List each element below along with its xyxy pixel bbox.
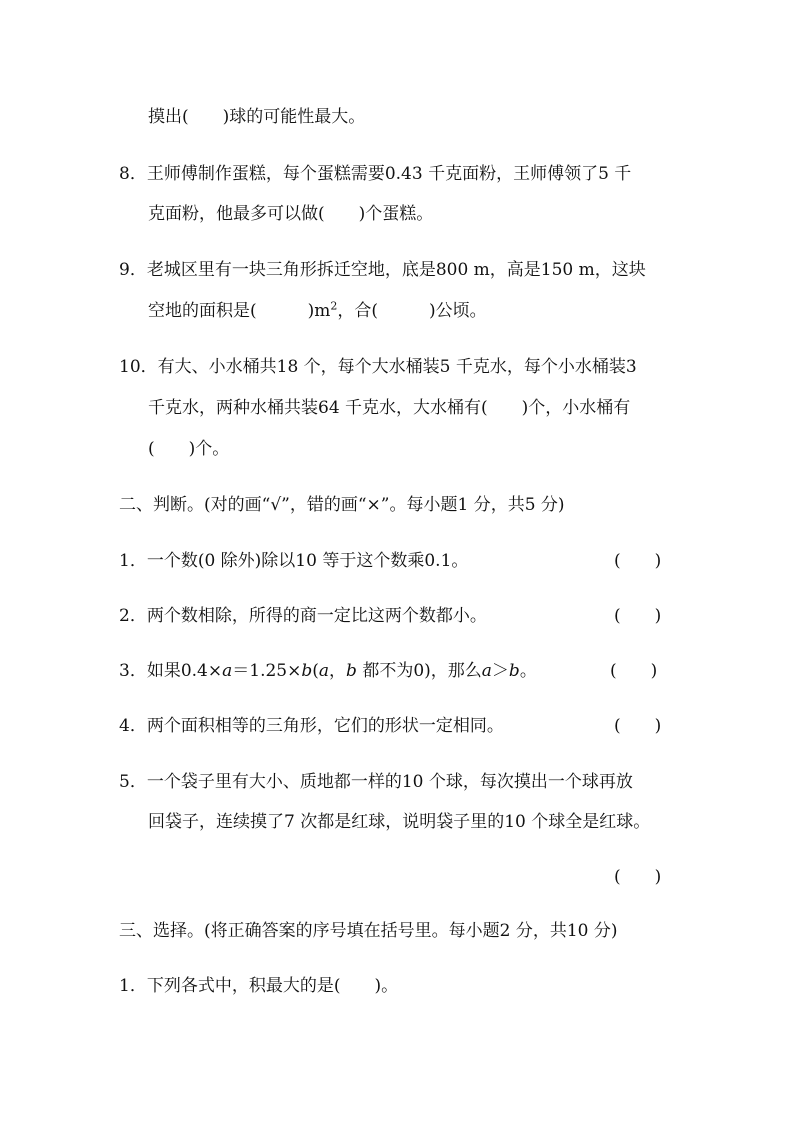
q8-number: 8．: [119, 164, 147, 184]
judge-q1-text: 一个数(0 除外)除以10 等于这个数乘0.1。: [146, 551, 469, 571]
choice-q1-number: 1．: [119, 976, 147, 996]
judge-q3-var-a: a: [222, 661, 233, 681]
judge-q5-text-line1: 一个袋子里有大小、质地都一样的10 个球，每次摸出一个球再放: [146, 772, 633, 792]
judge-q3-part1: 如果0.4×: [146, 661, 223, 681]
judge-q2: [119, 605, 487, 627]
judge-q3-var-a2: a: [318, 661, 330, 681]
judge-q3: [119, 660, 537, 682]
q9-text-line2-before: 空地的面积是( )m: [148, 301, 331, 321]
judge-q3-part2: ＝1.25×: [232, 661, 302, 681]
judge-q3-part7: 。: [519, 661, 537, 681]
q10-text-line1: 有大、小水桶共18 个，每个大水桶装5 千克水，每个小水桶装3: [157, 357, 637, 377]
judge-q2-number: 2．: [119, 606, 147, 626]
q8-text-line1: 王师傅制作蛋糕，每个蛋糕需要0.43 千克面粉，王师傅领了5 千: [146, 164, 632, 184]
judge-q3-part5: 都不为0)，那么: [356, 661, 482, 681]
judge-q4-number: 4．: [119, 716, 147, 736]
q8-line1: [119, 163, 631, 185]
q9-text-line2-after: ，合( )公顷。: [337, 301, 487, 321]
judge-q3-part3: (: [312, 661, 319, 681]
judge-q1-answer-bracket[interactable]: ( ): [614, 551, 662, 571]
choice-section-heading: 三、选择。(将正确答案的序号填在括号里。每小题2 分，共10 分): [119, 921, 618, 941]
judge-section-heading: 二、判断。(对的画“√”，错的画“×”。每小题1 分，共5 分): [119, 495, 565, 515]
judge-q4-answer-bracket[interactable]: ( ): [614, 716, 662, 736]
judge-q3-part6: ＞: [491, 661, 509, 681]
choice-q1-text: 下列各式中，积最大的是( )。: [146, 976, 399, 996]
q10-line2: 千克水，两种水桶共装64 千克水，大水桶有( )个，小水桶有: [148, 398, 631, 418]
judge-q3-var-a3: a: [481, 661, 492, 681]
judge-q5-line2: 回袋子，连续摸了7 次都是红球，说明袋子里的10 个球全是红球。: [148, 812, 651, 832]
judge-q3-part4: ，: [329, 661, 347, 681]
q9-line2: [148, 300, 487, 322]
judge-q4: [119, 715, 504, 737]
choice-q1: [119, 975, 398, 997]
judge-q3-var-b3: b: [508, 661, 520, 681]
q10-line1: [119, 356, 637, 378]
judge-q4-text: 两个面积相等的三角形，它们的形状一定相同。: [146, 716, 504, 736]
judge-q2-text: 两个数相除，所得的商一定比这两个数都小。: [146, 606, 487, 626]
judge-q2-answer-bracket[interactable]: ( ): [614, 606, 662, 626]
q9-number: 9．: [119, 260, 147, 280]
judge-q1-number: 1．: [119, 551, 147, 571]
judge-q5-answer-bracket[interactable]: ( ): [614, 867, 662, 887]
q9-superscript: 2: [330, 299, 338, 313]
judge-q3-var-b2: b: [346, 661, 357, 681]
q9-line1: [119, 259, 646, 281]
judge-q3-number: 3．: [119, 661, 147, 681]
q10-line3: ( )个。: [148, 439, 230, 459]
judge-q5-number: 5．: [119, 772, 147, 792]
q9-text-line1: 老城区里有一块三角形拆迁空地，底是800 m，高是150 m，这块: [146, 260, 646, 280]
judge-q5-line1: [119, 771, 633, 793]
q7-continuation: 摸出( )球的可能性最大。: [148, 107, 366, 127]
judge-q3-answer-bracket[interactable]: ( ): [610, 661, 658, 681]
judge-q1: [119, 550, 468, 572]
q10-number: 10．: [119, 357, 158, 377]
judge-q3-var-b: b: [301, 661, 313, 681]
q8-line2: 克面粉，他最多可以做( )个蛋糕。: [148, 204, 434, 224]
